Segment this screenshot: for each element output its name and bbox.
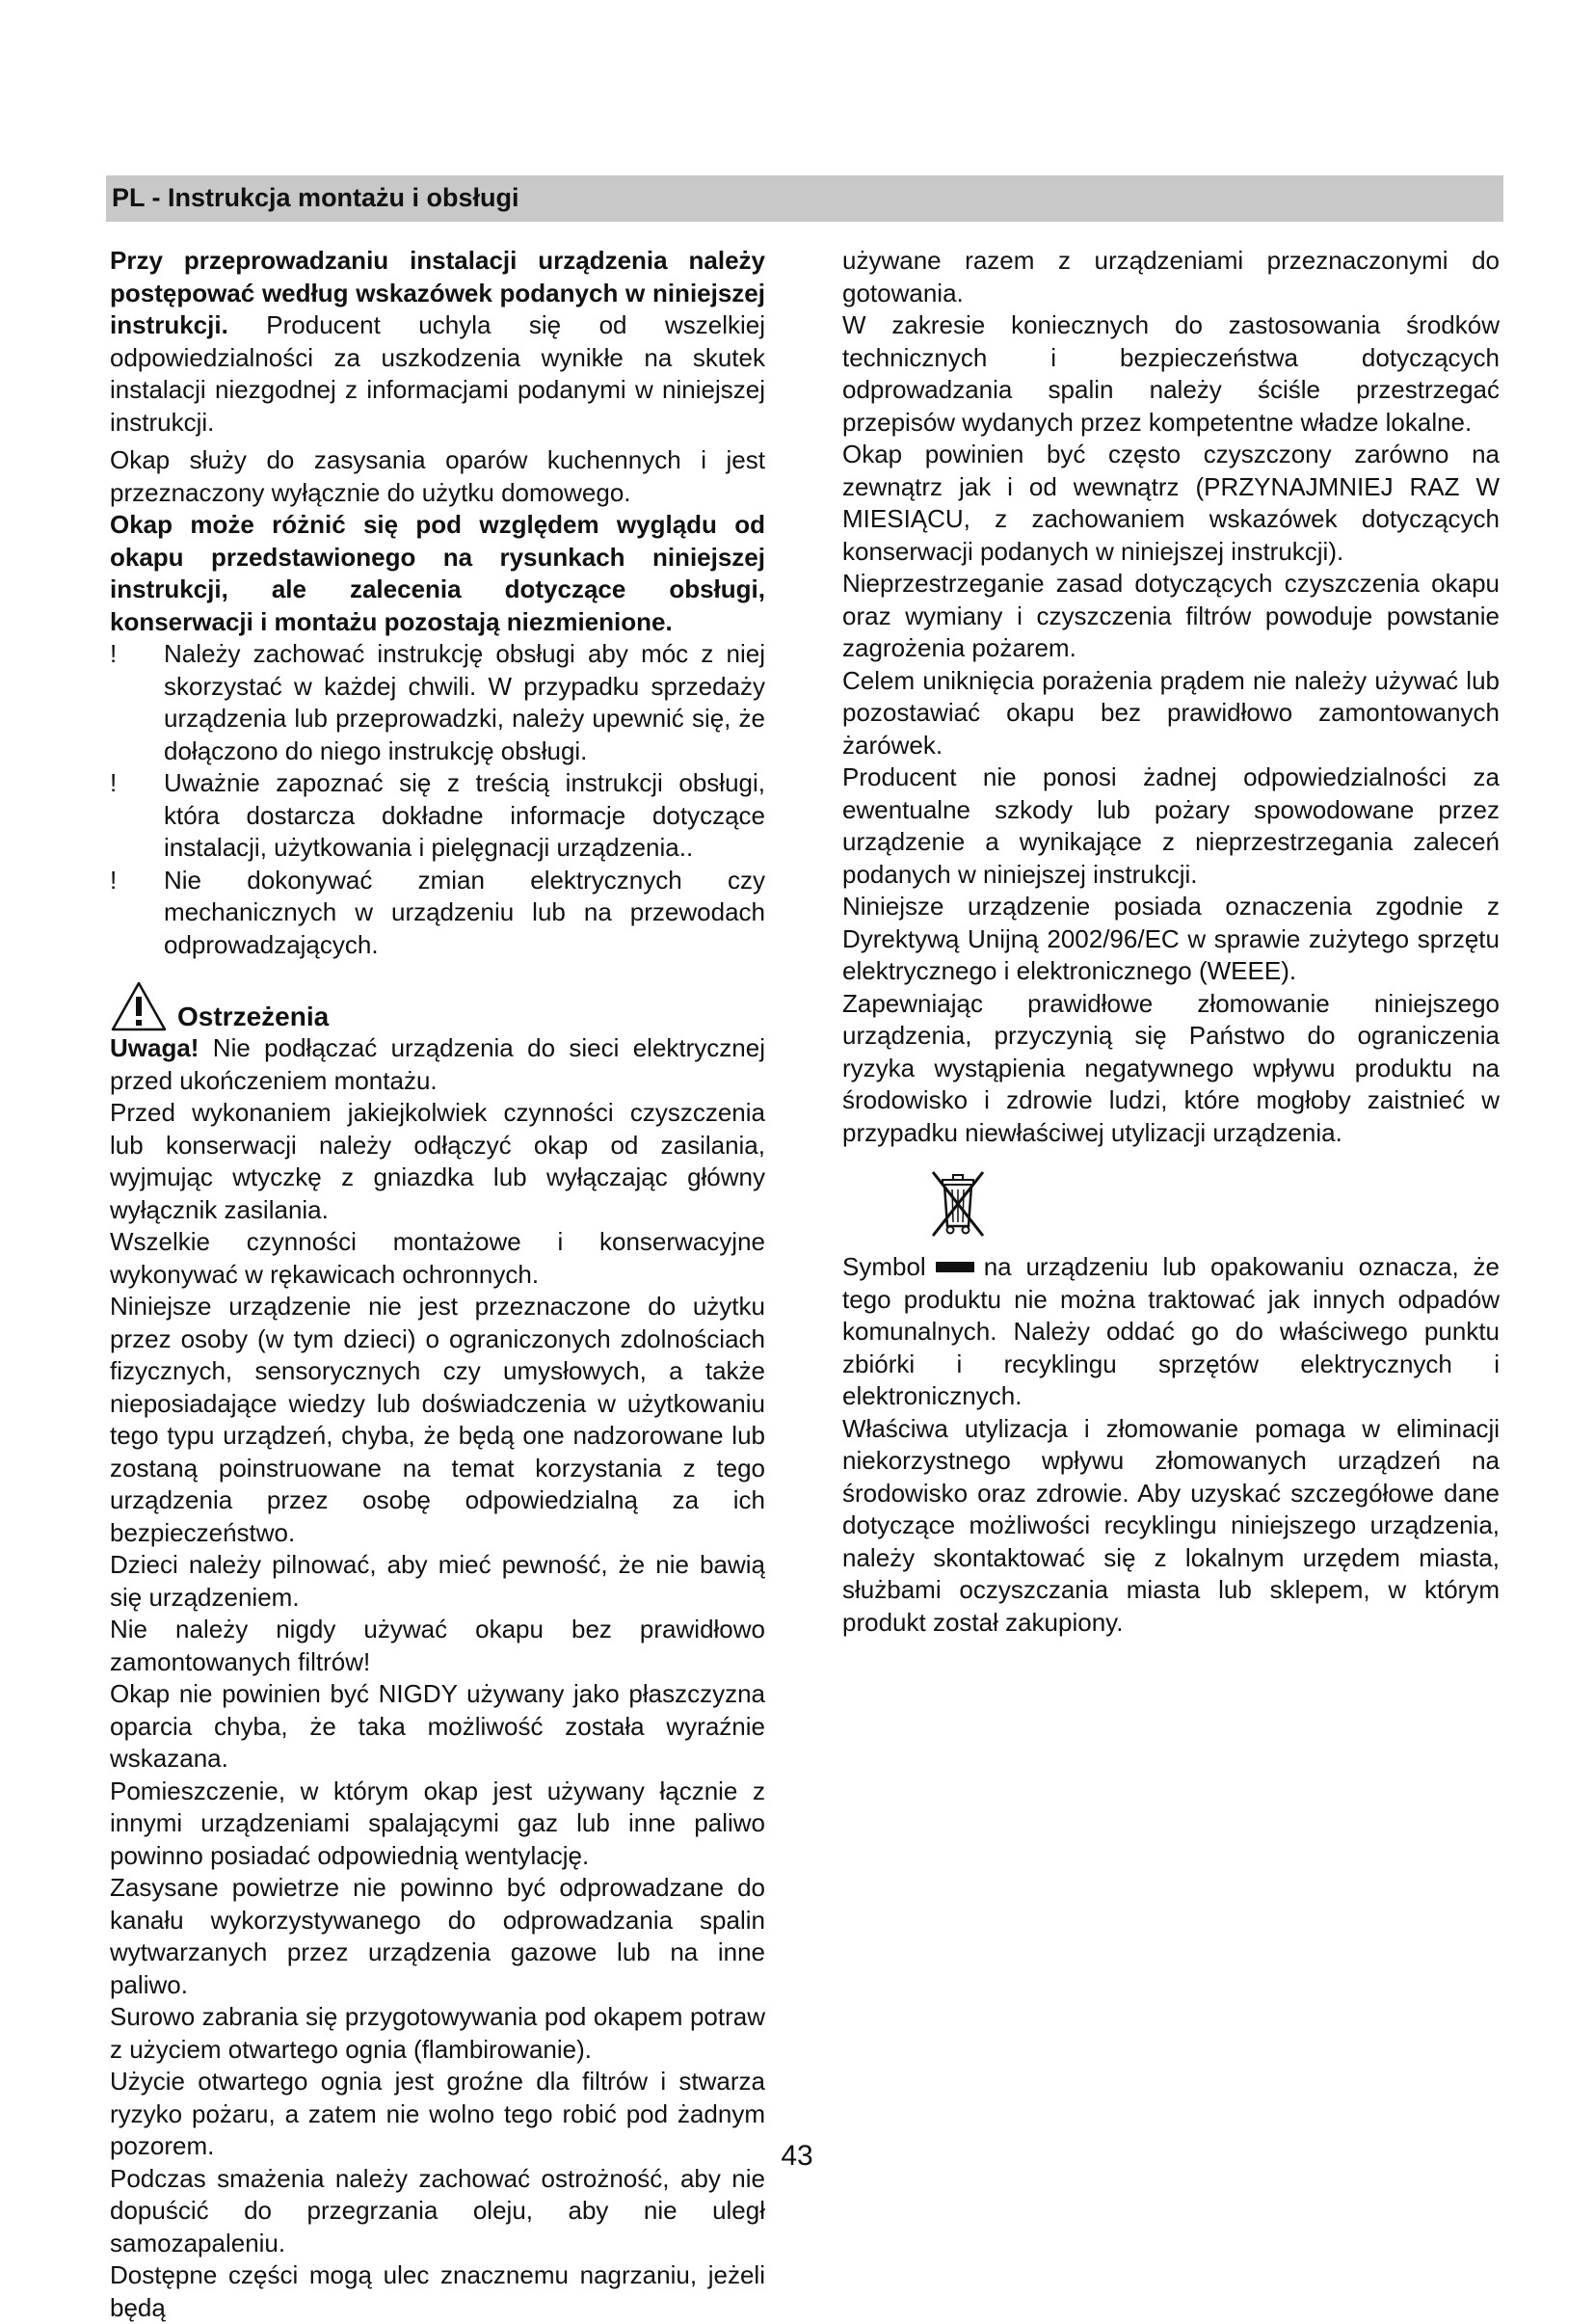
symbol-text: na urządzeniu lub opakowaniu oznacza, że tego produktu nie można traktować jak innych odpadów komunalnych. Należy oddać go do właściwego punktu zbiórki i recyklingu sprzętów elektrycznych i elektronicznych.	[842, 1252, 1500, 1410]
page-number: 43	[781, 2140, 813, 2172]
symbol-word: Symbol	[842, 1252, 926, 1281]
black-bar-symbol	[936, 1262, 974, 1272]
bullet-mark: !	[110, 639, 118, 668]
warnings-title: Ostrzeżenia	[177, 1002, 330, 1031]
warning-paragraph: Zasysane powietrze nie powinno być odprowadzane do kanału wykorzystywanego do odprowadzania spalin wytwarzanych przez urządzenia gazowe lub na inne paliwo.	[110, 1873, 765, 1999]
warning-triangle-icon	[110, 980, 168, 1032]
intro-bold-text: Przy przeprowadzaniu instalacji urządzenia należy postępować według wskazówek podanych w niniejszej instrukcji.	[110, 246, 765, 339]
body-paragraph: Zapewniając prawidłowe złomowanie niniejszego urządzenia, przyczynią się Państwo do ograniczenia ryzyka wystąpienia negatywnego wpływu produktu na środowisko i zdrowie ludzi, które mogłoby zaistnieć w przypadku niewłaściwej utylizacji urządzenia.	[842, 988, 1500, 1147]
body-paragraph: Okap powinien być często czyszczony zarówno na zewnątrz jak i od wewnątrz (PRZYNAJMNIEJ RAZ W MIESIĄCU, z zachowaniem wskazówek dotyczących konserwacji podanych w niniejszej instrukcji).	[842, 440, 1500, 566]
purpose-paragraph: Okap służy do zasysania oparów kuchennych i jest przeznaczony wyłącznie do użytku domowego.	[110, 445, 765, 507]
warning-paragraph: Surowo zabrania się przygotowywania pod okapem potraw z użyciem otwartego ognia (flambirowanie).	[110, 2002, 765, 2064]
bullet-text: Uważnie zapoznać się z treścią instrukcji obsługi, która dostarcza dokładne informacje dotyczące instalacji, użytkowania i pielęgnacji urządzenia..	[164, 768, 765, 862]
uwaga-label: Uwaga!	[110, 1033, 199, 1062]
warning-paragraph: Okap nie powinien być NIGDY używany jako płaszczyzna oparcia chyba, że taka możliwość została wyraźnie wskazana.	[110, 1679, 765, 1773]
body-paragraph: Nieprzestrzeganie zasad dotyczących czyszczenia okapu oraz wymiany i czyszczenia filtrów powoduje powstanie zagrożenia pożarem.	[842, 569, 1500, 662]
warning-paragraph: Dzieci należy pilnować, aby mieć pewność, że nie bawią się urządzeniem.	[110, 1550, 765, 1612]
warning-paragraph: Dostępne części mogą ulec znacznemu nagrzaniu, jeżeli będą	[110, 2260, 765, 2322]
warnings-heading	[110, 976, 765, 1032]
instruction-bullet	[110, 638, 765, 767]
page-title: PL - Instrukcja montażu i obsługi	[112, 183, 519, 212]
section-header-bar	[106, 175, 1503, 222]
body-paragraph: W zakresie koniecznych do zastosowania środków technicznych i bezpieczeństwa dotyczących odprowadzania spalin należy ściśle przestrzegać przepisów wydanych przez kompetentne władze lokalne.	[842, 310, 1500, 437]
warning-paragraph: Niniejsze urządzenie nie jest przeznaczone do użytku przez osoby (w tym dzieci) o ograniczonych zdolnościach fizycznych, sensorycznych czy umysłowych, a także nieposiadające wiedzy lub doświadczenia w użytkowaniu tego typu urządzeń, chyba, że będą one nadzorowane lub zostaną poinstruowane na temat korzystania z tego urządzenia przez osobę odpowiedzialną za ich bezpieczeństwo.	[110, 1292, 765, 1547]
instruction-bullet	[110, 767, 765, 865]
left-column	[110, 245, 765, 2324]
warning-paragraph: Nie należy nigdy używać okapu bez prawidłowo zamontowanych filtrów!	[110, 1615, 765, 1676]
body-paragraph: Producent nie ponosi żadnej odpowiedzialności za ewentualne szkody lub pożary spowodowane przez urządzenie a wynikające z nieprzestrzegania zaleceń podanych w niniejszej instrukcji.	[842, 762, 1500, 889]
warning-paragraph: Przed wykonaniem jakiejkolwiek czynności czyszczenia lub konserwacji należy odłączyć okap od zasilania, wyjmując wtyczkę z gniazdka lub wyłączając główny wyłącznik zasilania.	[110, 1098, 765, 1224]
warning-paragraph: Wszelkie czynności montażowe i konserwacyjne wykonywać w rękawicach ochronnych.	[110, 1227, 765, 1289]
warning-paragraph: Podczas smażenia należy zachować ostrożność, aby nie dopuścić do przegrzania oleju, aby nie uległ samozapaleniu.	[110, 2163, 765, 2257]
symbol-paragraph	[842, 1251, 1500, 1413]
instruction-bullet	[110, 865, 765, 962]
body-paragraph: używane razem z urządzeniami przeznaczonymi do gotowania.	[842, 246, 1500, 307]
warning-paragraph	[110, 1032, 765, 1097]
uwaga-text: Nie podłączać urządzenia do sieci elektrycznej przed ukończeniem montażu.	[110, 1033, 765, 1095]
bullet-text: Należy zachować instrukcję obsługi aby móc z niej skorzystać w każdej chwili. W przypadku sprzedaży urządzenia lub przeprowadzki, należy upewnić się, że dołączono do niego instrukcję obsługi.	[164, 639, 765, 765]
weee-symbol-block	[929, 1166, 1500, 1242]
intro-text: Producent uchyla się od wszelkiej odpowiedzialności za uszkodzenia wynikłe na skutek instalacji niezgodnej z informacjami podanymi w niniejszej instrukcji.	[110, 310, 765, 437]
right-column	[842, 245, 1500, 1639]
body-paragraph: Celem uniknięcia porażenia prądem nie należy używać lub pozostawiać okapu bez prawidłowo zamontowanych żarówek.	[842, 665, 1500, 760]
crossed-bin-icon	[929, 1166, 987, 1242]
body-paragraph: Niniejsze urządzenie posiada oznaczenia zgodnie z Dyrektywą Unijną 2002/96/EC w sprawie zużytego sprzętu elektrycznego i elektronicznego (WEEE).	[842, 892, 1500, 985]
warning-paragraph: Pomieszczenie, w którym okap jest używany łącznie z innymi urządzeniami spalającymi gaz lub inne paliwo powinno posiadać odpowiednią wentylację.	[110, 1776, 765, 1870]
appearance-note-paragraph: Okap może różnić się pod względem wyglądu od okapu przedstawionego na rysunkach niniejszej instrukcji, ale zalecenia dotyczące obsługi, konserwacji i montażu pozostają niezmienione.	[110, 510, 765, 636]
warning-paragraph: Użycie otwartego ognia jest groźne dla filtrów i stwarza ryzyko pożaru, a zatem nie wolno tego robić pod żadnym pozorem.	[110, 2067, 765, 2160]
bullet-mark: !	[110, 865, 118, 895]
disposal-paragraph: Właściwa utylizacja i złomowanie pomaga w eliminacji niekorzystnego wpływu złomowanych urządzeń na środowisko oraz zdrowie. Aby uzyskać szczegółowe dane dotyczące możliwości recyklingu niniejszego urządzenia, należy skontaktować się z lokalnym urzędem miasta, służbami oczyszczania miasta lub sklepem, w którym produkt został zakupiony.	[842, 1413, 1500, 1637]
bullet-text: Nie dokonywać zmian elektrycznych czy mechanicznych w urządzeniu lub na przewodach odprowadzających.	[164, 865, 765, 959]
bullet-mark: !	[110, 768, 118, 797]
intro-paragraph	[110, 245, 765, 439]
